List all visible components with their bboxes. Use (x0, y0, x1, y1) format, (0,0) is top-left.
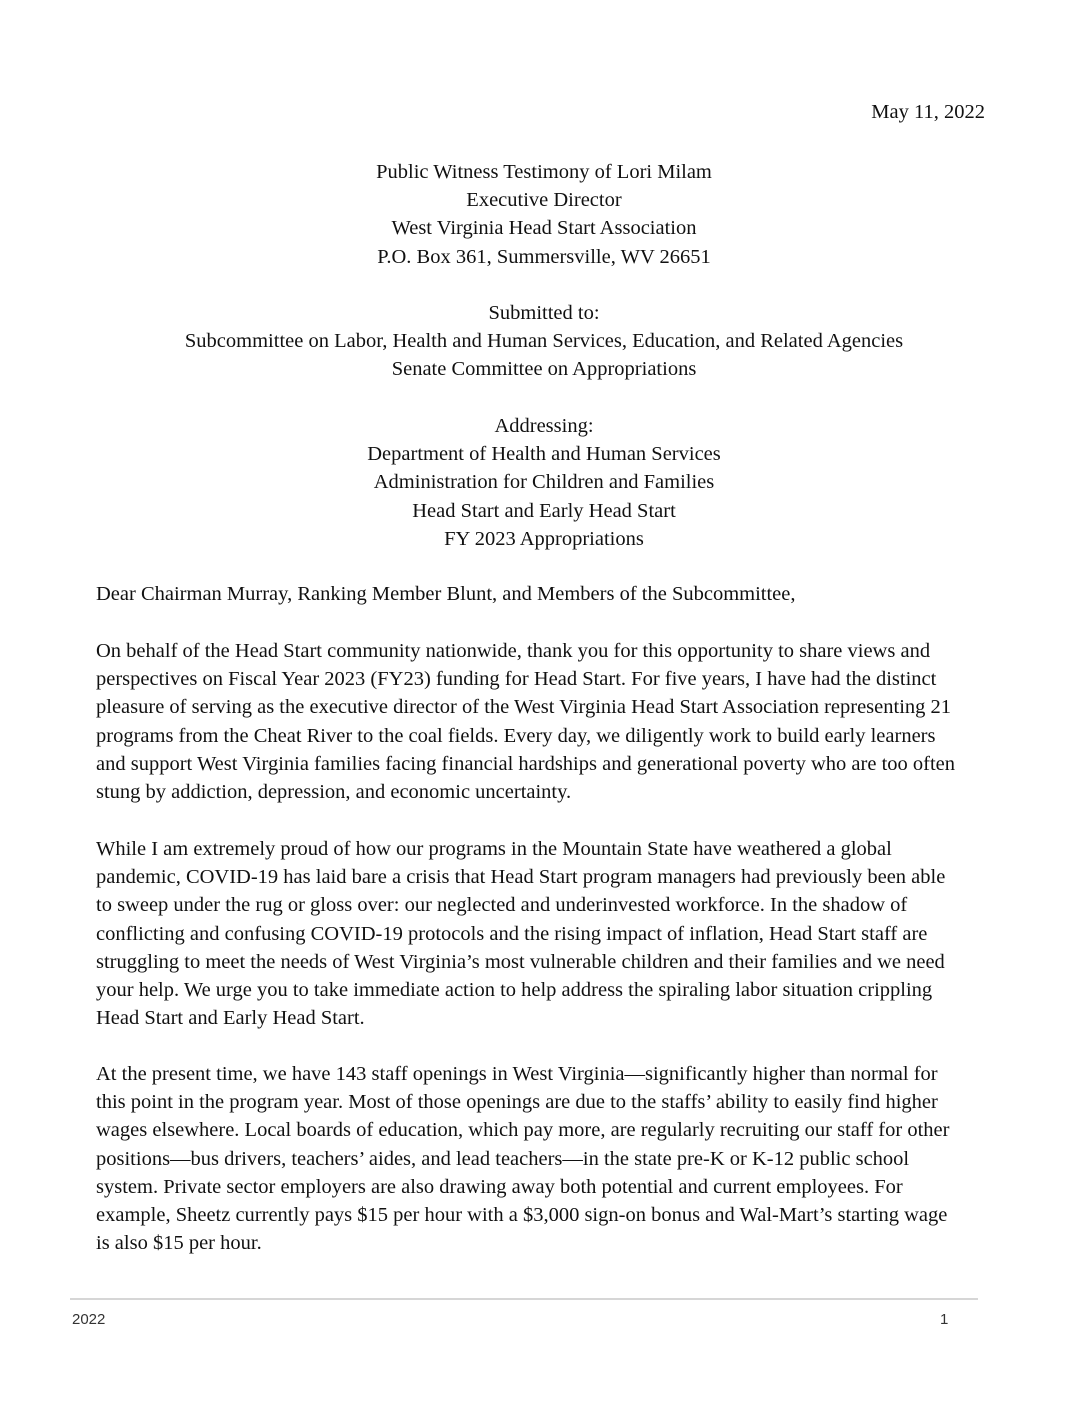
paragraph-line: your help. We urge you to take immediate action to help address the spiraling labor situation crippling (96, 979, 933, 1002)
footer-divider (70, 1298, 978, 1300)
paragraph-line: struggling to meet the needs of West Virginia’s most vulnerable children and their families and we need (96, 950, 945, 973)
paragraph-line: and support West Virginia families facing financial hardships and generational poverty who are too often (96, 752, 956, 775)
paragraph-line: conflicting and confusing COVID-19 protocols and the rising impact of inflation, Head Start staff are (96, 922, 928, 945)
paragraph-line: perspectives on Fiscal Year 2023 (FY23) funding for Head Start. For five years, I have had the distinct (96, 668, 937, 691)
paragraph-line: stung by addiction, depression, and economic uncertainty. (96, 781, 572, 804)
addressing-line: Addressing: (494, 415, 594, 437)
submitted-to-block (0, 299, 1088, 384)
paragraph-line: programs from the Cheat River to the coal fields. Every day, we diligently work to build early learners (96, 724, 936, 747)
letter-date: May 11, 2022 (871, 101, 985, 123)
footer-year: 2022 (72, 1311, 106, 1328)
addressing-block (0, 412, 1088, 553)
paragraph-2 (96, 835, 996, 1032)
addressing-line: Administration for Children and Families (373, 471, 715, 494)
paragraph-line: system. Private sector employers are also drawing away both potential and current employees. For (96, 1175, 903, 1198)
paragraph-line: Head Start and Early Head Start. (96, 1007, 365, 1030)
header-line: Public Witness Testimony of Lori Milam (376, 161, 712, 183)
addressing-line: Head Start and Early Head Start (412, 499, 676, 522)
paragraph-line: On behalf of the Head Start community nationwide, thank you for this opportunity to share views and (96, 640, 931, 662)
paragraph-line: to sweep under the rug or gloss over: our neglected and underinvested workforce. In the shadow of (96, 894, 908, 917)
addressing-line: Department of Health and Human Services (367, 443, 721, 466)
paragraph-line: positions—bus drivers, teachers’ aides, and lead teachers—in the state pre-K or K-12 public school (96, 1147, 910, 1170)
submitted-to-line: Senate Committee on Appropriations (391, 358, 697, 381)
header-line: P.O. Box 361, Summersville, WV 26651 (377, 245, 711, 268)
paragraph-line: is also $15 per hour. (96, 1232, 262, 1255)
paragraph-1 (96, 637, 996, 806)
paragraph-line: While I am extremely proud of how our programs in the Mountain State have weathered a global (96, 838, 892, 860)
paragraph-line: pandemic, COVID-19 has laid bare a crisis that Head Start program managers had previously been able (96, 866, 946, 889)
header-line: Executive Director (466, 189, 622, 212)
addressing-line: FY 2023 Appropriations (444, 527, 644, 550)
page-number: 1 (940, 1311, 949, 1328)
paragraph-line: this point in the program year. Most of those openings are due to the staffs’ ability to easily find higher (96, 1091, 938, 1114)
paragraph-line: wages elsewhere. Local boards of education, which pay more, are regularly recruiting our staff for other (96, 1119, 950, 1142)
salutation: Dear Chairman Murray, Ranking Member Blunt, and Members of the Subcommittee, (96, 583, 796, 605)
submitted-to-line: Submitted to: (488, 302, 600, 324)
paragraph-line: At the present time, we have 143 staff openings in West Virginia—significantly higher than normal for (96, 1063, 938, 1085)
paragraph-3 (96, 1060, 996, 1257)
paragraph-line: pleasure of serving as the executive director of the West Virginia Head Start Association representing 21 (96, 696, 952, 719)
paragraph-line: example, Sheetz currently pays $15 per hour with a $3,000 sign-on bonus and Wal-Mart’s starting wage (96, 1204, 948, 1227)
testimony-header (0, 158, 1088, 271)
header-line: West Virginia Head Start Association (391, 217, 697, 240)
submitted-to-line: Subcommittee on Labor, Health and Human Services, Education, and Related Agencies (184, 330, 904, 353)
